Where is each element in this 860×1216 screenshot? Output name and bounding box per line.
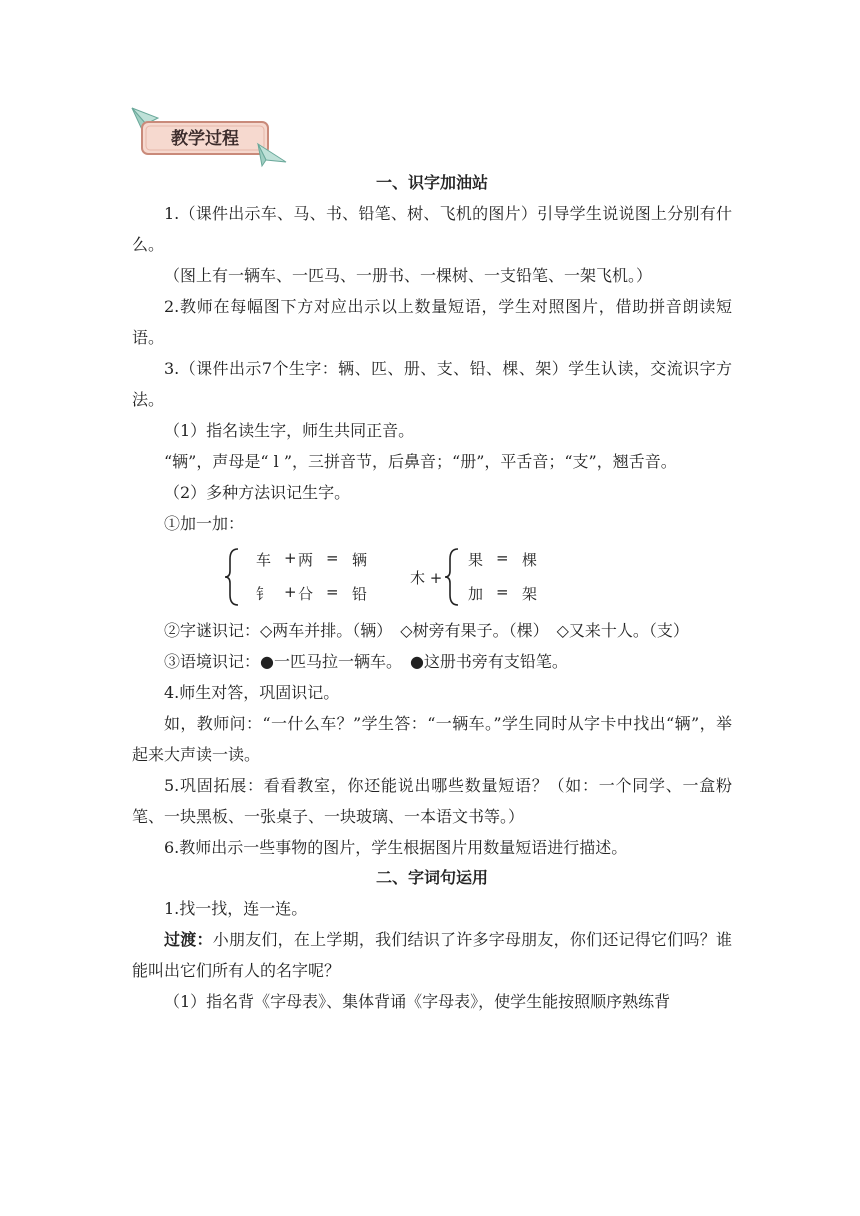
- formula-part: 木 +: [410, 569, 443, 587]
- formula-part: =: [496, 549, 509, 567]
- formula-part: =: [496, 583, 509, 601]
- left-brace-icon: [444, 547, 460, 607]
- formula-part: 钅: [256, 585, 272, 603]
- formula-part: 辆: [352, 551, 368, 569]
- paragraph: （2）多种方法识记生字。: [164, 483, 351, 502]
- formula-part: =: [326, 549, 339, 567]
- formula-part: +: [284, 583, 297, 601]
- content: [132, 168, 732, 1017]
- paragraph: 2.教师在每幅图下方对应出示以上数量短语，学生对照图片，借助拼音朗读短语。: [132, 297, 732, 347]
- transition-text: 小朋友们，在上学期，我们结识了许多字母朋友，你们还记得它们吗？谁能叫出它们所有人的名字呢？: [132, 930, 732, 980]
- formula-part: 两: [298, 551, 314, 569]
- paragraph: ③语境识记：●一匹马拉一辆车。 ●这册书旁有支铅笔。: [164, 652, 568, 671]
- paragraph: 5.巩固拓展：看看教室，你还能说出哪些数量短语？（如：一个同学、一盒粉笔、一块黑板、一张桌子、一块玻璃、一本语文书等。）: [132, 776, 732, 826]
- character-formula: [132, 541, 732, 613]
- teaching-process-banner: [128, 100, 288, 172]
- formula-part: 架: [522, 585, 538, 603]
- section-title-1: 一、识字加油站: [375, 173, 488, 192]
- paragraph: （1）指名读生字，师生共同正音。: [164, 421, 415, 440]
- paragraph: 6.教师出示一些事物的图片，学生根据图片用数量短语进行描述。: [164, 838, 628, 857]
- paragraph: “辆”，声母是“ l ”，三拼音节，后鼻音；“册”，平舌音；“支”，翘舌音。: [164, 452, 677, 471]
- formula-part: =: [326, 583, 339, 601]
- formula-part: 㕣: [298, 585, 314, 603]
- formula-part: +: [284, 549, 297, 567]
- paragraph: 1.找一找，连一连。: [164, 899, 308, 918]
- paragraph: 1.（课件出示车、马、书、铅笔、树、飞机的图片）引导学生说说图上分别有什么。: [132, 204, 732, 254]
- paragraph: ②字谜识记：◇两车并排。（辆） ◇树旁有果子。（棵） ◇又来十人。（支）: [164, 621, 689, 640]
- paragraph: [132, 924, 732, 986]
- banner-text: 教学过程: [171, 129, 239, 149]
- formula-part: 加: [468, 585, 484, 603]
- formula-part: 棵: [522, 551, 538, 569]
- paragraph: （图上有一辆车、一匹马、一册书、一棵树、一支铅笔、一架飞机。）: [164, 266, 653, 285]
- left-brace-icon: [224, 547, 240, 607]
- section-title-2: 二、字词句运用: [375, 868, 488, 887]
- paragraph: （1）指名背《字母表》、集体背诵《字母表》，使学生能按照顺序熟练背: [164, 992, 671, 1011]
- transition-label: 过渡：: [164, 930, 213, 949]
- formula-part: 铅: [352, 585, 368, 603]
- paragraph: 4.师生对答，巩固识记。: [164, 683, 340, 702]
- paragraph: 如，教师问：“一什么车？”学生答：“一辆车。”学生同时从字卡中找出“辆”，举起来大声读一读。: [132, 714, 732, 764]
- paragraph: ①加一加：: [164, 514, 245, 533]
- paragraph: 3.（课件出示7个生字：辆、匹、册、支、铅、棵、架）学生认读，交流识字方法。: [132, 359, 732, 409]
- formula-part: 果: [468, 551, 484, 569]
- formula-part: 车: [256, 551, 272, 569]
